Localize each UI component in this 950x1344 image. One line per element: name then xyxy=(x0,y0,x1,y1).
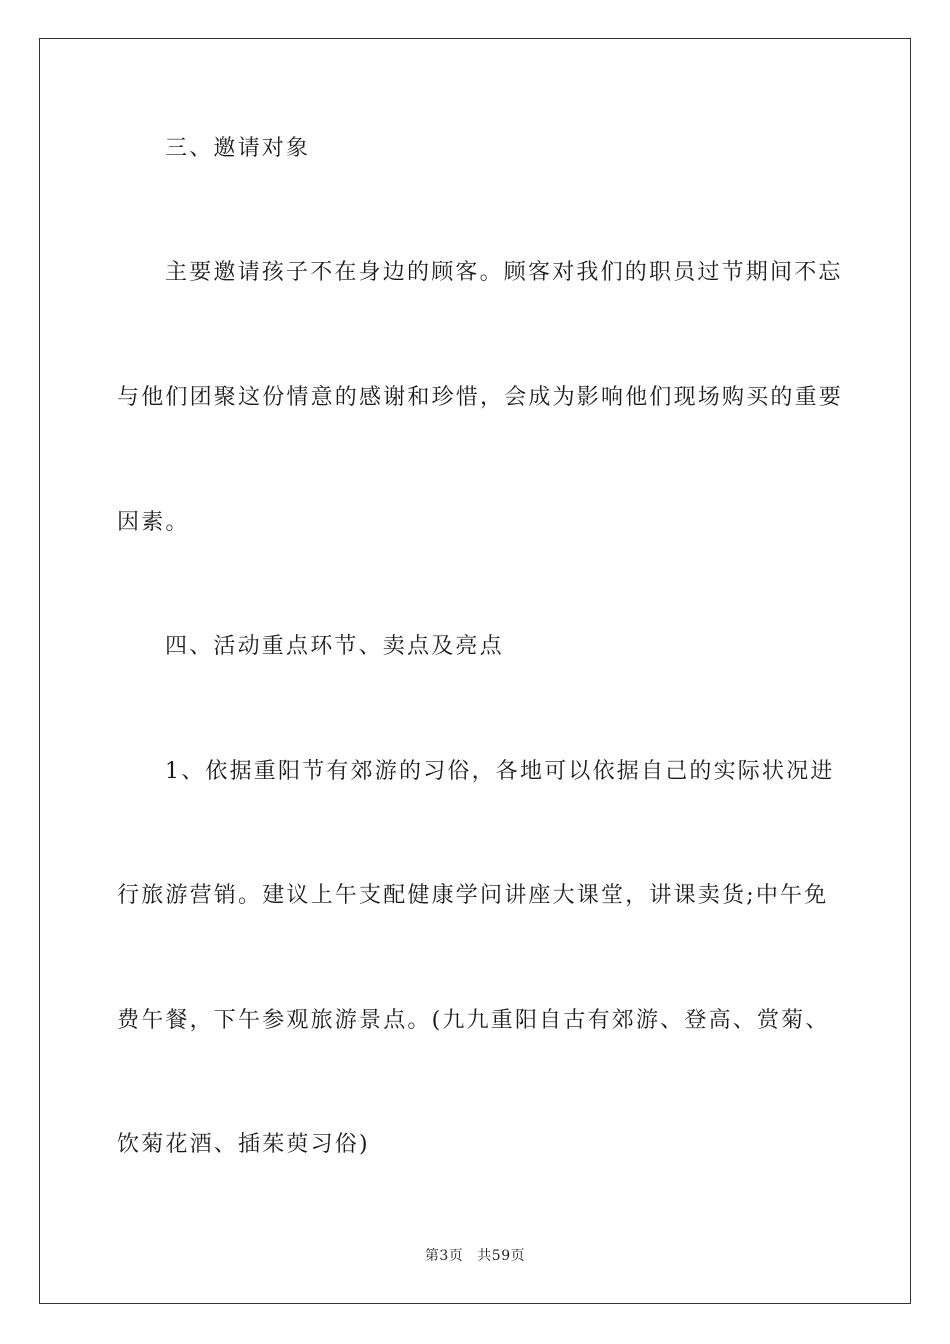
total-pages: 共59页 xyxy=(477,1248,526,1264)
page-number: 第3页 xyxy=(424,1248,464,1264)
paragraph-line: 饮菊花酒、插茱萸习俗) xyxy=(117,1132,370,1157)
paragraph-line: 行旅游营销。建议上午支配健康学问讲座大课堂，讲课卖货;中午免 xyxy=(117,883,829,908)
paragraph-line: 因素。 xyxy=(117,510,190,535)
section-heading-invite-targets: 三、邀请对象 xyxy=(165,136,311,161)
page-footer xyxy=(0,1246,950,1266)
paragraph-line: 1、依据重阳节有郊游的习俗，各地可以依据自己的实际状况进 xyxy=(165,759,835,784)
section-heading-highlights: 四、活动重点环节、卖点及亮点 xyxy=(165,634,504,659)
paragraph-line: 主要邀请孩子不在身边的顾客。顾客对我们的职员过节期间不忘 xyxy=(165,260,843,285)
page-border xyxy=(39,38,911,1304)
paragraph-line: 与他们团聚这份情意的感谢和珍惜，会成为影响他们现场购买的重要 xyxy=(117,385,844,410)
paragraph-line: 费午餐，下午参观旅游景点。(九九重阳自古有郊游、登高、赏菊、 xyxy=(117,1008,830,1033)
